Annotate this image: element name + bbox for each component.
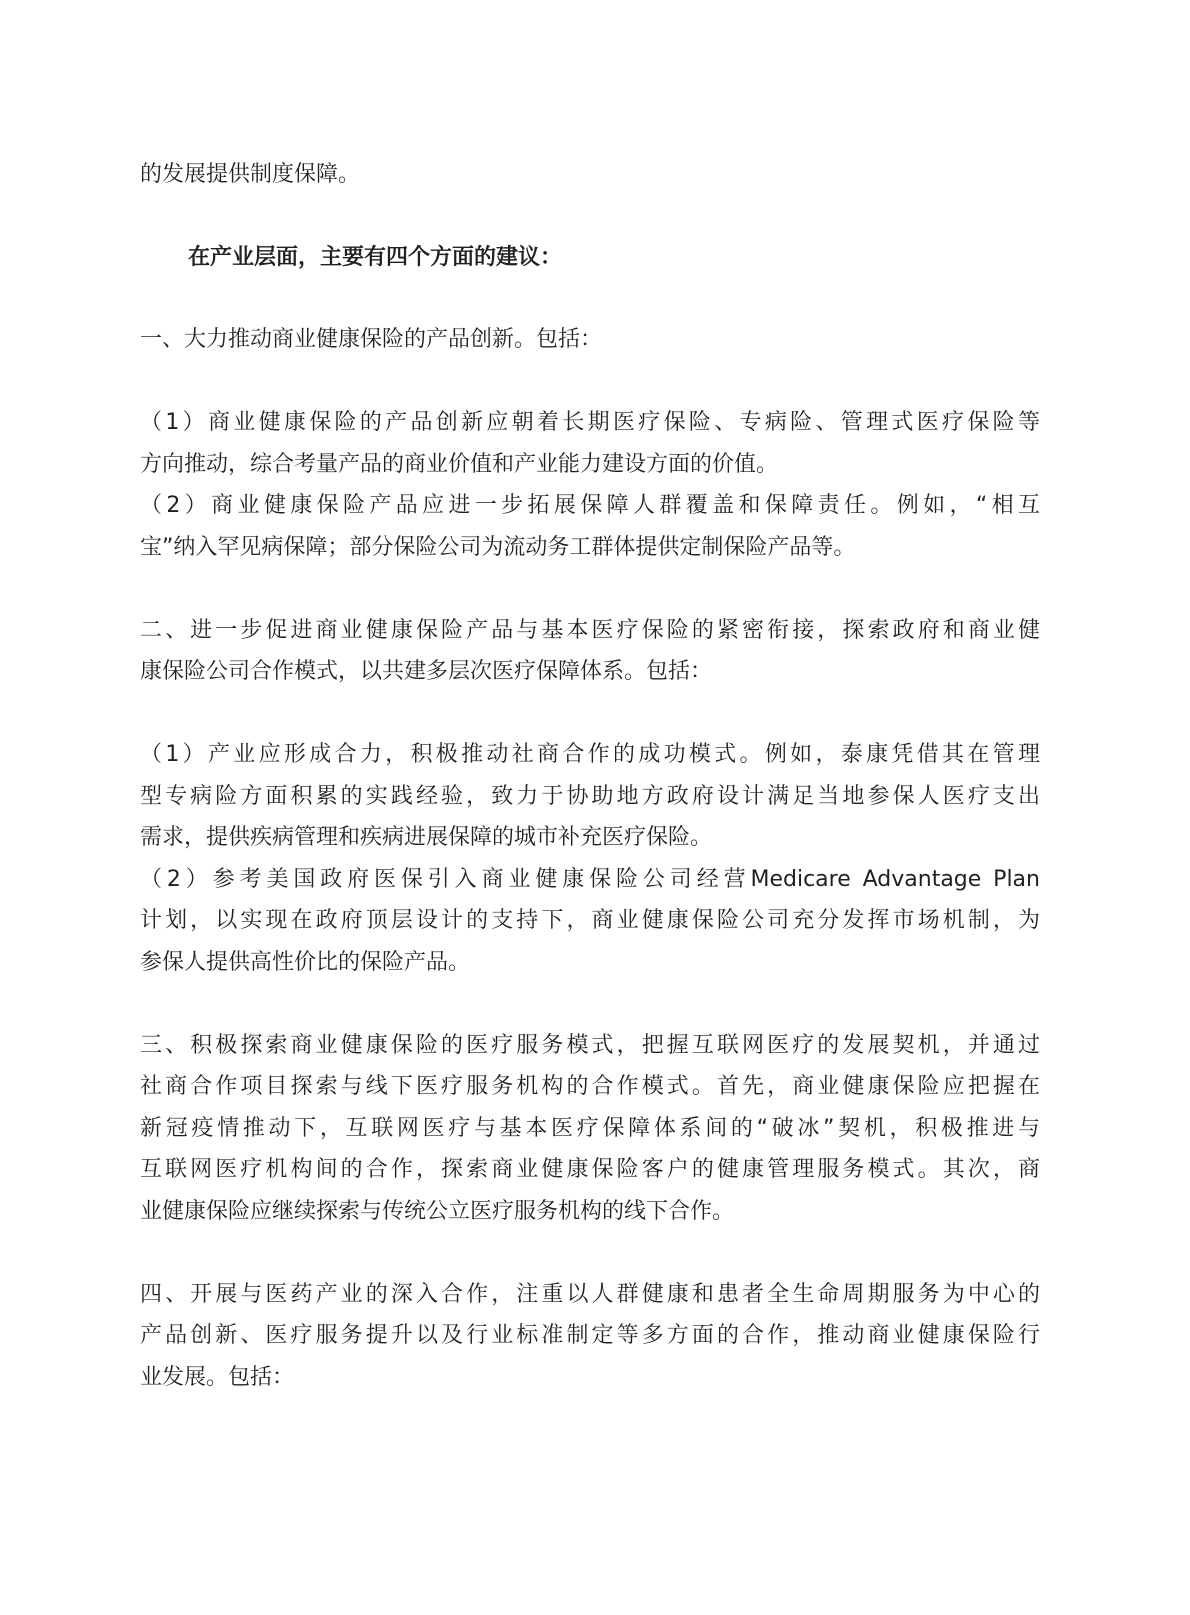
point2-item2-line: （2）参考美国政府医保引入商业健康保险公司经营Medicare Advantage Plan [140,867,1040,892]
point3-line: 社商合作项目探索与线下医疗服务机构的合作模式。首先，商业健康保险应把握在 [140,1074,1040,1099]
point1-item2-line: 宝”纳入罕见病保障；部分保险公司为流动务工群体提供定制保险产品等。 [140,535,856,560]
point3-line: 新冠疫情推动下，互联网医疗与基本医疗保障体系间的“破冰”契机，积极推进与 [140,1116,1040,1141]
point3-line: 三、积极探索商业健康保险的医疗服务模式，把握互联网医疗的发展契机，并通过 [140,1033,1040,1058]
point2-title-line: 二、进一步促进商业健康保险产品与基本医疗保险的紧密衔接，探索政府和商业健 [140,618,1040,643]
point2-title-line: 康保险公司合作模式，以共建多层次医疗保障体系。包括： [140,659,713,684]
point4-line: 四、开展与医药产业的深入合作，注重以人群健康和患者全生命周期服务为中心的 [140,1282,1040,1307]
point1-title: 一、大力推动商业健康保险的产品创新。包括： [140,327,603,352]
point3-line: 互联网医疗机构间的合作，探索商业健康保险客户的健康管理服务模式。其次，商 [140,1157,1040,1182]
point2-item1-line: 型专病险方面积累的实践经验，致力于协助地方政府设计满足当地参保人医疗支出 [140,784,1040,809]
point2-item1-line: （1）产业应形成合力，积极推动社商合作的成功模式。例如，泰康凭借其在管理 [140,742,1040,767]
point2-item2-line: 参保人提供高性价比的保险产品。 [140,950,471,975]
point3-line: 业健康保险应继续探索与传统公立医疗服务机构的线下合作。 [140,1199,735,1224]
point2-item1-line: 需求，提供疾病管理和疾病进展保障的城市补充医疗保险。 [140,825,713,850]
point1-item1-line: （1）商业健康保险的产品创新应朝着长期医疗保险、专病险、管理式医疗保险等 [140,410,1040,435]
intro-tail-text: 的发展提供制度保障。 [140,162,361,187]
point2-item2-line: 计划，以实现在政府顶层设计的支持下，商业健康保险公司充分发挥市场机制，为 [140,908,1040,933]
section-heading: 在产业层面，主要有四个方面的建议： [188,245,563,270]
document-page [140,0,1040,1615]
point4-line: 业发展。包括： [140,1365,295,1390]
point4-line: 产品创新、医疗服务提升以及行业标准制定等多方面的合作，推动商业健康保险行 [140,1323,1040,1348]
point1-item1-line: 方向推动，综合考量产品的商业价值和产业能力建设方面的价值。 [140,452,779,477]
point1-item2-line: （2）商业健康保险产品应进一步拓展保障人群覆盖和保障责任。例如，“相互 [140,493,1040,518]
